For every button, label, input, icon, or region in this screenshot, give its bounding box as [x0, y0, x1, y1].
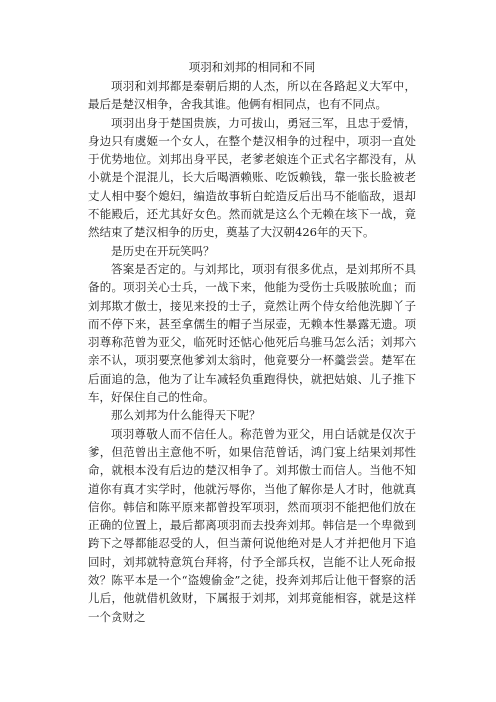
paragraph-answer: 答案是否定的。与刘邦比，项羽有很多优点，是刘邦所不具备的。项羽关心士兵，一战下来，他能为受伤士兵吸脓吮血；而刘邦欺才傲士，接见来投的士子，竟然让两个侍女给他洗脚丫子而不停下来，甚至拿儒生的帽子当尿壶，无赖本性暴露无遗。项羽尊称范曾为亚父，临死时还惦心他死后乌骓马怎么活；刘邦六亲不认，项羽要烹他爹刘太翁时，他竟要分一杯羹尝尝。楚军在后面追的急，他为了让车减轻负重跑得快，就把姑娘、儿子推下车，好保住自己的性命。 [88, 261, 416, 405]
paragraph-trust: 项羽尊敬人而不信任人。称范曾为亚父，用白话就是仅次于爹，但范曾出主意他不听，如果信范曾话，鸿门宴上结果刘邦性命，就根本没有后边的楚汉相争了。刘邦傲士而信人。当他不知道你有真才实学时，他就污辱你，当他了解你是人才时，他就真信你。韩信和陈平原来都曾投军项羽，然而项羽不能把他们放在正确的位置上，最后都离项羽而去投奔刘邦。韩信是一个卑微到跨下之辱都能忍受的人，但当萧何说他绝对是人才并把他月下追回时，刘邦就特意筑台拜将，付予全部兵权，岂能不让人死命报效？陈平本是一个“盗嫂偷金”之徒，投奔刘邦后让他干督察的活儿后，他就借机敛财，下属报于刘邦，刘邦竟能相容，就是这样一个贪财之 [88, 426, 416, 624]
document-body [88, 58, 416, 626]
document-title: 项羽和刘邦的相同和不同 [188, 60, 316, 74]
paragraph-origins: 项羽出身于楚国贵族，力可拔山，勇冠三军，且忠于爱情，身边只有虞姬一个女人，在整个楚汉相争的过程中，项羽一直处于优势地位。刘邦出身平民，老爹老娘连个正式名字都没有，从小就是个混混儿，长大后喝酒赖账、吃饭赖钱，靠一张长脸被老丈人相中娶个媳妇，编造故事斩白蛇造反后出马不能临敌，退却不能殿后，还尤其好女色。然而就是这么个无赖在垓下一战，竟然结束了楚汉相争的历史，奠基了大汉朝426年的天下。 [88, 115, 416, 240]
paragraph-question-why: 那么刘邦为什么能得天下呢？ [111, 408, 261, 423]
paragraph-intro: 项羽和刘邦都是秦朝后期的人杰，所以在各路起义大军中，最后是楚汉相争，舍我其谁。他俩有相同点，也有不同点。 [88, 79, 416, 112]
paragraph-question: 是历史在开玩笑吗？ [111, 243, 215, 258]
